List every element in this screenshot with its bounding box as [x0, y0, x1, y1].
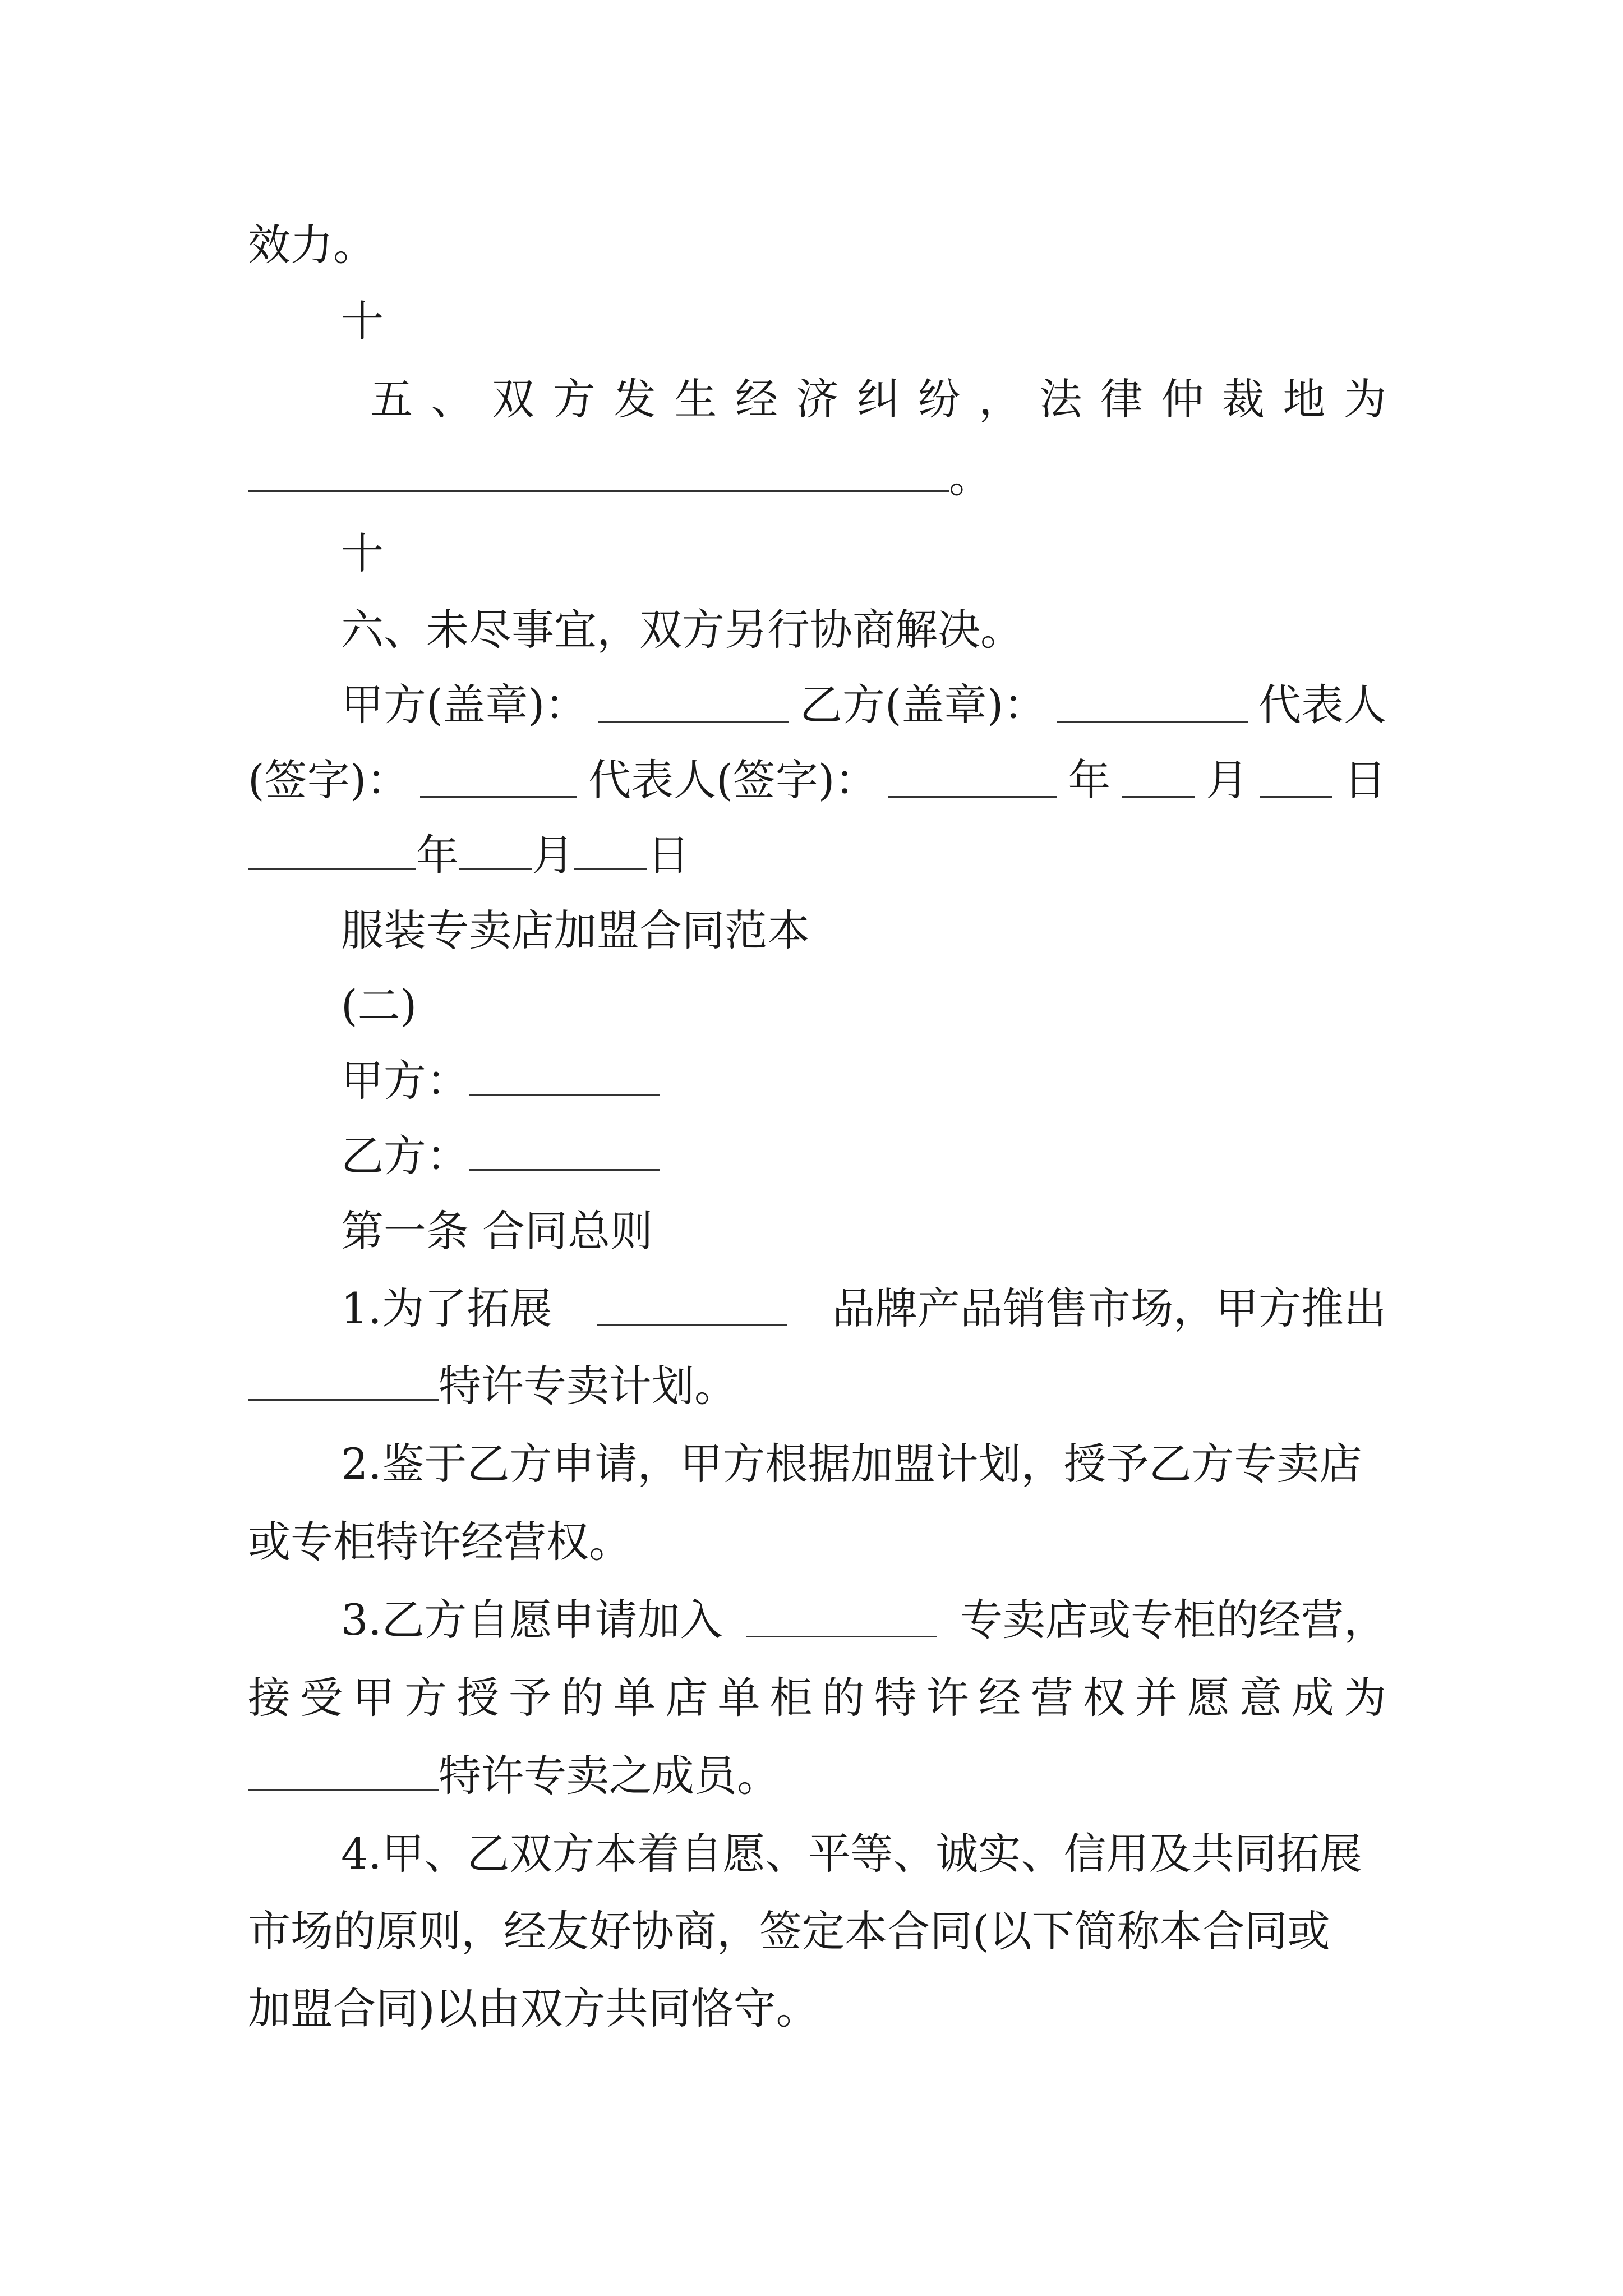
arbitration-place-blank[interactable]: [248, 458, 949, 492]
signature-line-1: 甲方(盖章)： 乙方(盖章)： 代表人: [341, 680, 1386, 730]
character: 仲: [1161, 374, 1204, 424]
brand-blank[interactable]: [597, 1292, 787, 1326]
character: 的: [822, 1673, 865, 1723]
day-blank[interactable]: [574, 836, 647, 870]
clause-number: 十: [341, 528, 384, 578]
character: 并: [1135, 1673, 1178, 1723]
character: 接: [248, 1673, 291, 1723]
character: 予: [509, 1673, 552, 1723]
character: 裁: [1222, 374, 1265, 424]
character: 济: [796, 374, 839, 424]
character: 授: [457, 1673, 500, 1723]
character: 双: [492, 374, 534, 424]
contract-title: 服装专卖店加盟合同范本: [341, 905, 810, 955]
character: 受: [300, 1673, 343, 1723]
item-4-line-3: 加盟合同)以由双方共同恪守。: [248, 1984, 819, 2033]
character: ，: [979, 374, 1021, 424]
signature-line-2: (签字)： 代表人(签字)： 年 月 日: [248, 755, 1386, 805]
character: 经: [978, 1673, 1021, 1723]
character: 甲: [352, 1673, 395, 1723]
party-b-name-blank[interactable]: [469, 1137, 660, 1171]
character: 意: [1239, 1673, 1282, 1723]
character: 为: [1344, 374, 1386, 424]
character: 成: [1291, 1673, 1334, 1723]
character: 愿: [1187, 1673, 1230, 1723]
contract-subtitle: (二): [341, 981, 417, 1030]
character: 柜: [769, 1673, 813, 1723]
character: 纠: [857, 374, 900, 424]
paragraph-line: [248, 214, 1386, 276]
item-2-line: 2.鉴于乙方申请，甲方根据加盟计划，授予乙方专卖店: [341, 1439, 1362, 1489]
character: 纷: [917, 374, 961, 424]
item-3-line: 3.乙方自愿申请加入 专卖店或专柜的经营，: [341, 1595, 1386, 1645]
character: 方: [404, 1673, 448, 1723]
item-4-line: 4.甲、乙双方本着自愿、平等、诚实、信用及共同拓展: [341, 1829, 1362, 1879]
character: 法: [1039, 374, 1082, 424]
character: 权: [1082, 1673, 1126, 1723]
store-name-blank[interactable]: [746, 1603, 937, 1637]
item-2-line-2: 或专柜特许经营权。: [248, 1517, 631, 1567]
character: 店: [665, 1673, 708, 1723]
day-blank[interactable]: [1260, 763, 1332, 798]
clause-16-line: 六、未尽事宜，双方另行协商解决。: [341, 605, 1023, 655]
character: 为: [1343, 1673, 1386, 1723]
item-1-line: 1.为了拓展 品牌产品销售市场，甲方推出: [341, 1283, 1386, 1333]
party-a-seal-blank[interactable]: [598, 688, 789, 723]
character: 地: [1283, 374, 1326, 424]
party-a-name-blank[interactable]: [469, 1061, 660, 1096]
character: 许: [926, 1673, 969, 1723]
character: 律: [1100, 374, 1143, 424]
text: 效力。: [248, 220, 376, 270]
character: 营: [1030, 1673, 1073, 1723]
clause-number: 十: [341, 296, 384, 346]
franchise-name-blank[interactable]: [248, 1756, 439, 1791]
character: 五: [370, 374, 413, 424]
month-blank[interactable]: [1122, 763, 1195, 798]
item-1-line-2: 特许专卖计划。: [248, 1355, 1386, 1417]
arbitration-blank-line: 。: [248, 447, 1386, 508]
character: 方: [552, 374, 596, 424]
party-a-line: 甲方：: [341, 1050, 1386, 1112]
plan-name-blank[interactable]: [248, 1366, 439, 1401]
character: 生: [674, 374, 717, 424]
representative-b-sign-blank[interactable]: [888, 763, 1057, 798]
party-b-line: 乙方：: [341, 1125, 1386, 1187]
character: 、: [431, 374, 474, 424]
article-heading: 第一条 合同总则: [341, 1206, 653, 1256]
character: 的: [561, 1673, 604, 1723]
clause-15-line: [370, 369, 1386, 430]
character: 发: [614, 374, 656, 424]
item-3-line-2: [248, 1667, 1386, 1729]
month-blank[interactable]: [459, 836, 532, 870]
item-4-line-2: 市场的原则，经友好协商，签定本合同(以下简称本合同或: [248, 1906, 1330, 1956]
character: 单: [717, 1673, 760, 1723]
party-b-seal-blank[interactable]: [1057, 688, 1248, 723]
year-blank[interactable]: [248, 836, 416, 870]
representative-a-sign-blank[interactable]: [420, 763, 577, 798]
date-line: 年 月 日: [248, 825, 1386, 886]
character: 经: [735, 374, 778, 424]
character: 特: [874, 1673, 917, 1723]
character: 单: [613, 1673, 656, 1723]
item-3-line-3: 特许专卖之成员。: [248, 1745, 1386, 1807]
